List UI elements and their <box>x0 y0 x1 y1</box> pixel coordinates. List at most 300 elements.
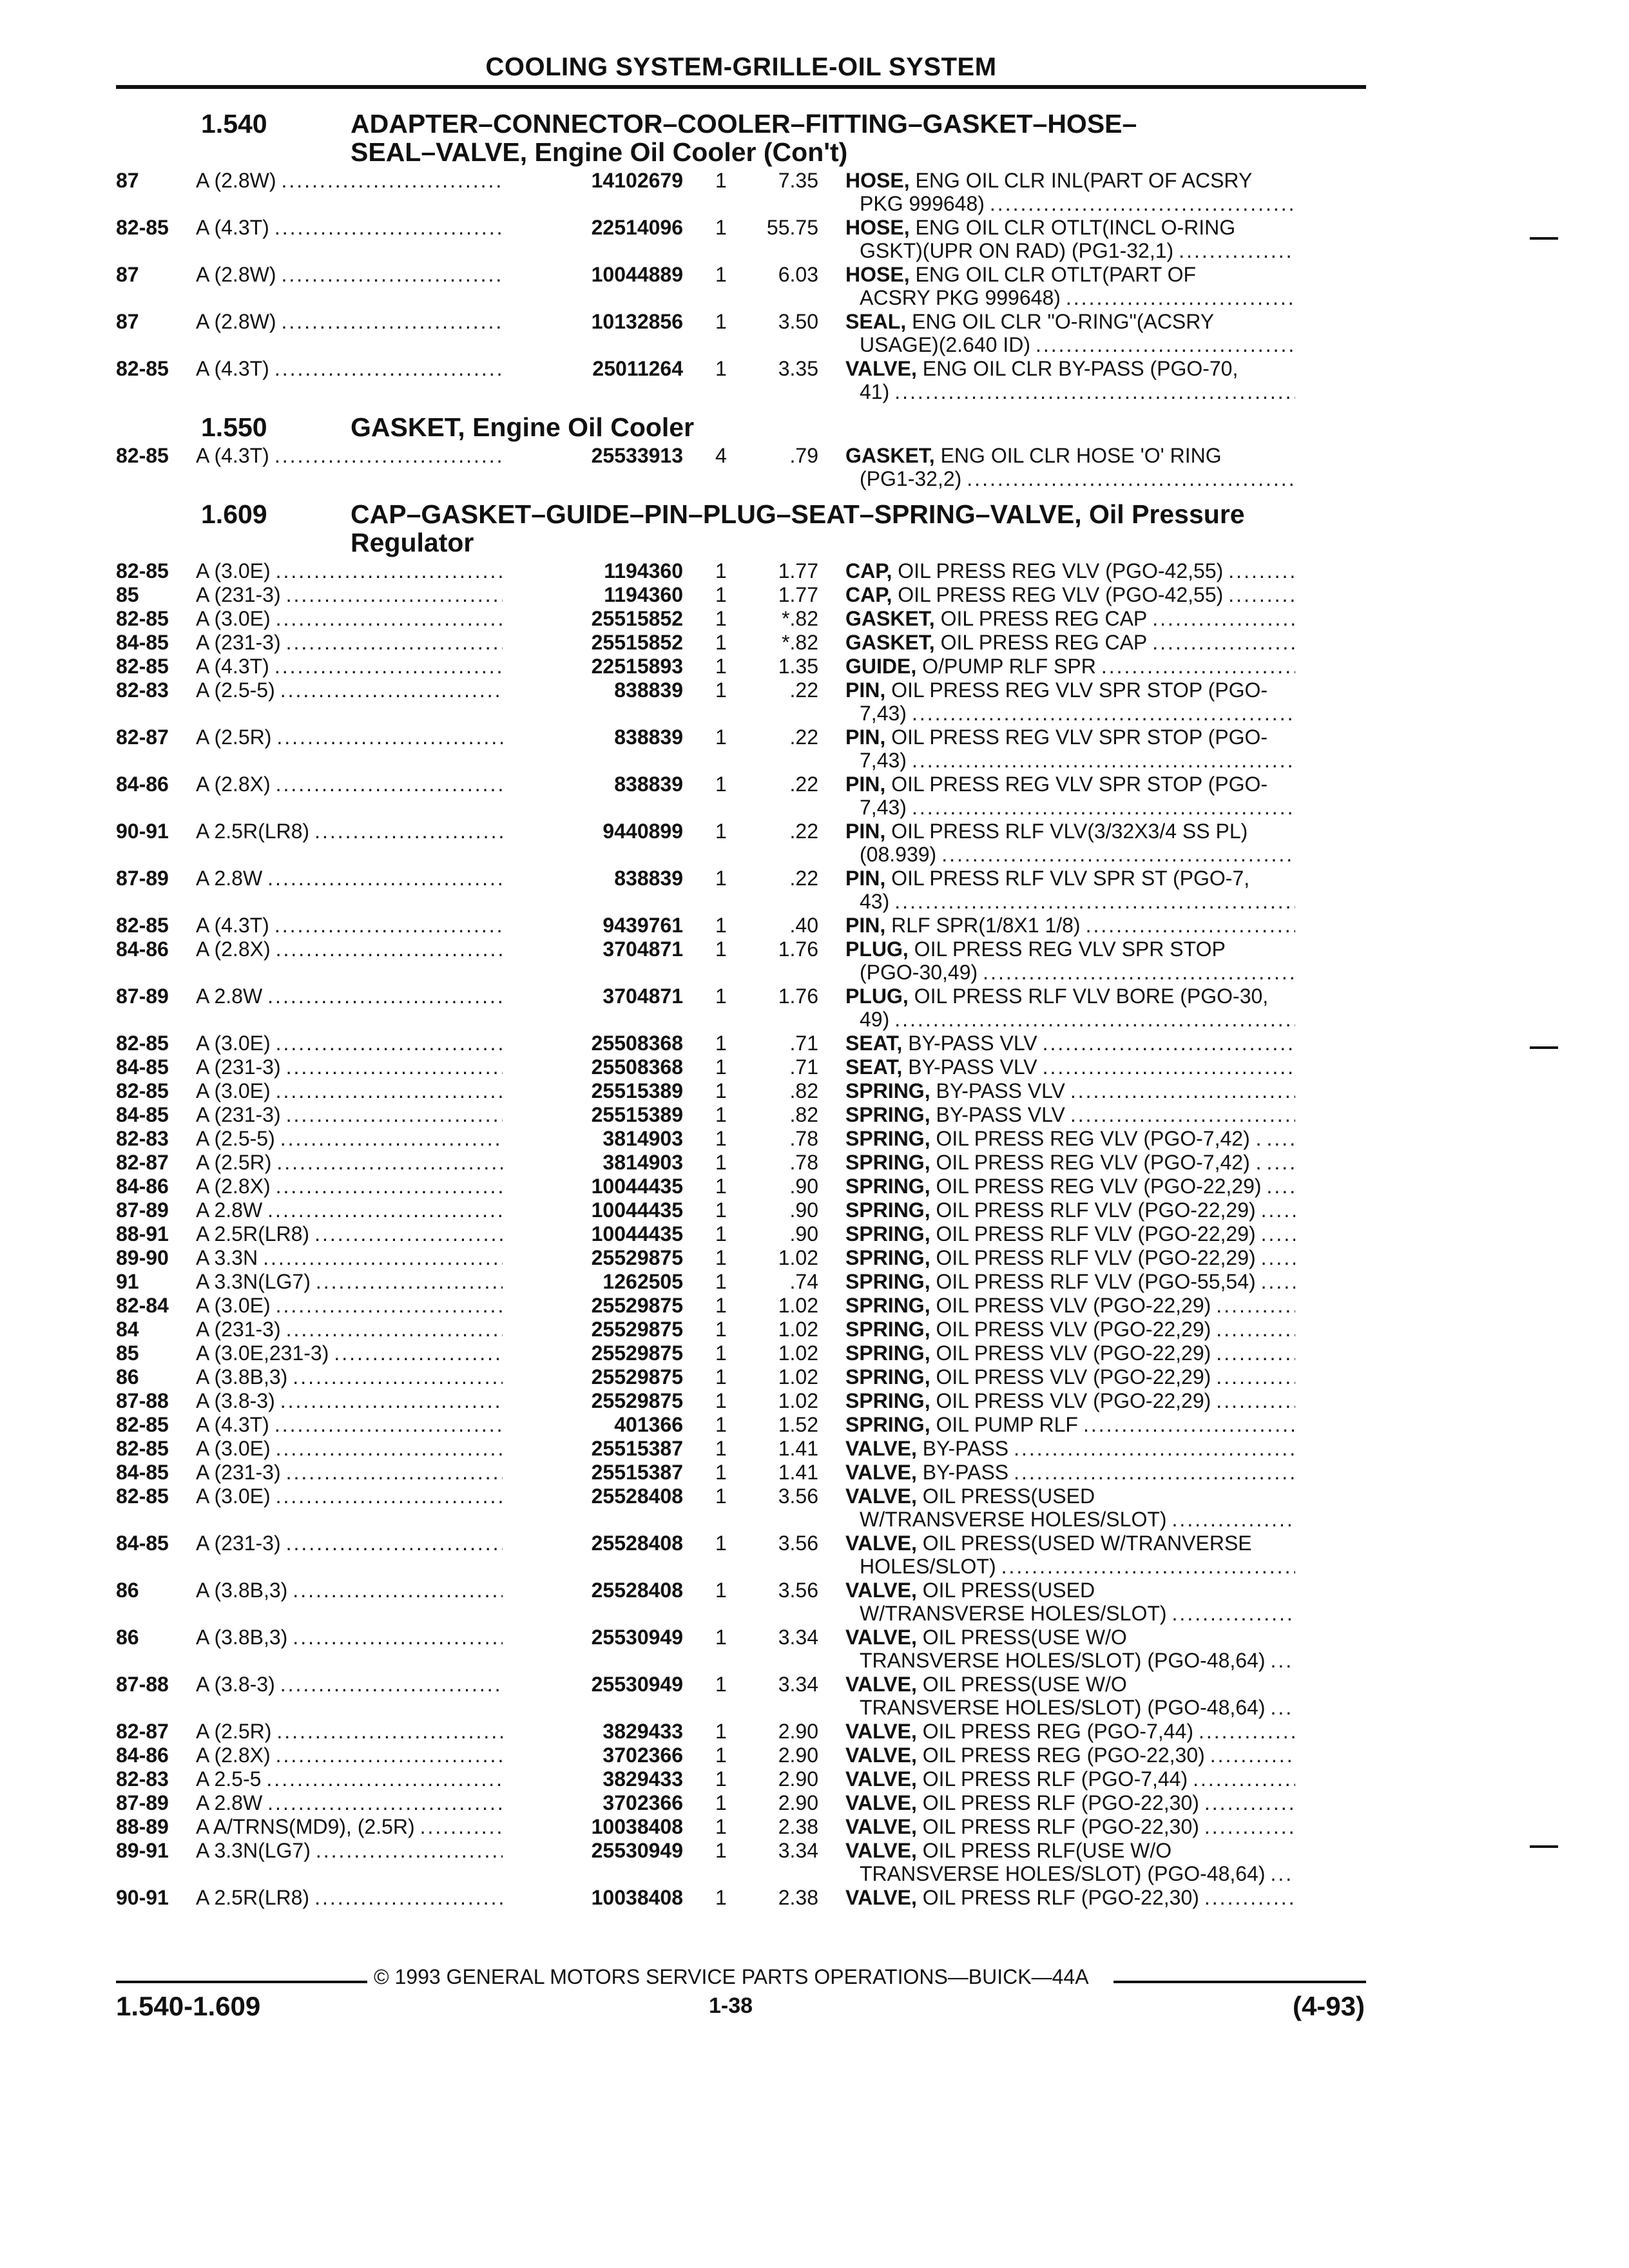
part-row <box>116 310 1366 357</box>
price: 6.03 <box>778 263 818 286</box>
quantity: 1 <box>715 1815 727 1838</box>
part-row <box>116 1461 1366 1485</box>
price: 1.41 <box>778 1437 818 1460</box>
quantity: 1 <box>715 631 727 654</box>
part-number: 25515852 <box>591 607 683 630</box>
price: 1.41 <box>778 1461 818 1484</box>
dot-leader <box>266 1767 503 1791</box>
model-years: 87-88 <box>116 1389 169 1412</box>
application-cell <box>196 1294 503 1317</box>
application-cell <box>196 1127 503 1150</box>
part-row <box>116 1437 1366 1461</box>
quantity: 1 <box>715 1886 727 1909</box>
quantity: 1 <box>715 1485 727 1508</box>
description-text: 43) <box>860 890 890 913</box>
part-number: 838839 <box>614 678 683 702</box>
description-text: VALVE, OIL PRESS RLF (PGO-7,44) <box>845 1767 1188 1791</box>
price: 3.35 <box>778 357 818 380</box>
section-title <box>351 110 1366 166</box>
description-text: PIN, OIL PRESS RLF VLV SPR ST (PGO-7, <box>845 867 1250 890</box>
description <box>818 1222 1295 1245</box>
application-code: A (3.8-3) <box>196 1389 275 1412</box>
description <box>818 583 1295 606</box>
quantity: 1 <box>715 726 727 749</box>
dot-leader <box>286 1318 503 1341</box>
application-cell <box>196 607 503 630</box>
description-line <box>845 467 1295 490</box>
description-line <box>845 1365 1295 1389</box>
description-line <box>845 1744 1295 1767</box>
part-number: 3702366 <box>602 1744 683 1767</box>
description-keyword: HOSE, <box>845 216 910 239</box>
application-cell <box>196 1151 503 1174</box>
price: .90 <box>789 1175 818 1198</box>
application-code: A 3.3N(LG7) <box>196 1839 311 1862</box>
application-cell <box>196 1413 503 1436</box>
quantity: 1 <box>715 1720 727 1743</box>
part-number: 10038408 <box>591 1815 683 1838</box>
price: 3.34 <box>778 1626 818 1649</box>
description <box>818 1767 1295 1791</box>
description-text: PIN, OIL PRESS RLF VLV(3/32X3/4 SS PL) <box>845 820 1248 843</box>
application-code: A (231-3) <box>196 1103 281 1126</box>
description-line <box>845 631 1295 654</box>
model-years: 84-85 <box>116 1532 169 1555</box>
price: .22 <box>789 726 818 749</box>
application-code: A (2.8X) <box>196 1744 271 1767</box>
part-row <box>116 773 1366 820</box>
price: 1.02 <box>778 1341 818 1365</box>
description-line <box>845 1294 1295 1317</box>
description-text: PIN, OIL PRESS REG VLV SPR STOP (PGO- <box>845 773 1268 796</box>
price: .22 <box>789 820 818 843</box>
price: .40 <box>789 914 818 937</box>
page-header-title: COOLING SYSTEM-GRILLE-OIL SYSTEM <box>485 53 997 81</box>
part-row <box>116 1341 1366 1365</box>
dot-leader <box>1066 286 1295 309</box>
application-cell <box>196 1175 503 1198</box>
dot-leader <box>1204 1815 1295 1838</box>
application-code: A (3.0E) <box>196 1032 271 1055</box>
dot-leader <box>1152 631 1295 654</box>
dot-leader <box>894 890 1295 913</box>
description-text: GSKT)(UPR ON RAD) (PG1-32,1) <box>860 239 1174 262</box>
description-keyword: VALVE, <box>845 1673 917 1696</box>
part-row <box>116 1294 1366 1318</box>
description-text: GUIDE, O/PUMP RLF SPR <box>845 655 1096 678</box>
dot-leader <box>1216 1318 1295 1341</box>
description-text: CAP, OIL PRESS REG VLV (PGO-42,55) <box>845 559 1224 582</box>
dot-leader <box>1199 1720 1295 1743</box>
description-text: SPRING, OIL PRESS RLF VLV (PGO-22,29) <box>845 1198 1256 1222</box>
price: 1.52 <box>778 1413 818 1436</box>
description-line <box>845 937 1295 961</box>
part-row <box>116 216 1366 263</box>
application-cell <box>196 1032 503 1055</box>
dot-leader <box>276 1744 503 1767</box>
dot-leader <box>275 357 503 380</box>
price: .78 <box>789 1127 818 1150</box>
application-cell <box>196 1079 503 1102</box>
description-keyword: CAP, <box>845 559 892 582</box>
price: .90 <box>789 1222 818 1245</box>
application-cell <box>196 1055 503 1079</box>
dot-leader <box>275 1413 503 1436</box>
dot-leader <box>276 1720 503 1743</box>
description-text: SPRING, OIL PUMP RLF <box>845 1413 1078 1436</box>
description-text: SEAT, BY-PASS VLV <box>845 1032 1037 1055</box>
part-row <box>116 1791 1366 1815</box>
price: .78 <box>789 1151 818 1174</box>
application-cell <box>196 1461 503 1484</box>
price: 2.38 <box>778 1815 818 1838</box>
application-cell <box>196 1222 503 1245</box>
description-text: TRANSVERSE HOLES/SLOT) (PGO-48,64) <box>860 1649 1266 1672</box>
description <box>818 357 1295 403</box>
price: .74 <box>789 1270 818 1293</box>
footer-copyright: © 1993 GENERAL MOTORS SERVICE PARTS OPERATIONS—BUICK—44A <box>374 1965 1089 1988</box>
dot-leader <box>286 1532 503 1555</box>
quantity: 4 <box>715 444 727 467</box>
application-code: A (2.5-5) <box>196 678 275 702</box>
quantity: 1 <box>715 1318 727 1341</box>
description-line <box>845 1886 1295 1909</box>
model-years: 82-85 <box>116 216 169 239</box>
dot-leader <box>276 937 503 961</box>
description <box>818 1294 1295 1317</box>
description-keyword: GASKET, <box>845 607 935 630</box>
part-row <box>116 1485 1366 1532</box>
quantity: 1 <box>715 1294 727 1317</box>
quantity: 1 <box>715 1365 727 1389</box>
description-text: SPRING, OIL PRESS RLF VLV (PGO-55,54) <box>845 1270 1256 1293</box>
dot-leader <box>1086 914 1295 937</box>
part-row <box>116 263 1366 310</box>
section-header <box>116 413 1366 441</box>
dot-leader <box>1261 1246 1295 1269</box>
quantity: 1 <box>715 559 727 582</box>
description-line <box>845 1532 1295 1555</box>
part-row <box>116 726 1366 773</box>
description-line <box>845 444 1295 467</box>
model-years: 82-85 <box>116 1079 169 1102</box>
dot-leader <box>275 216 503 239</box>
dot-leader <box>267 1198 503 1222</box>
price: 1.02 <box>778 1318 818 1341</box>
dot-leader <box>316 1839 503 1862</box>
part-row <box>116 1198 1366 1222</box>
dot-leader <box>1193 1767 1295 1791</box>
price: 2.90 <box>778 1720 818 1743</box>
price: 3.56 <box>778 1485 818 1508</box>
description-line <box>845 169 1295 192</box>
part-number: 838839 <box>614 726 683 749</box>
application-code: A (231-3) <box>196 1055 281 1079</box>
description-text: (08.939) <box>860 843 937 866</box>
description-line <box>845 726 1295 749</box>
description-text: 7,43) <box>860 702 907 725</box>
part-row <box>116 1127 1366 1151</box>
part-number: 3814903 <box>602 1127 683 1150</box>
description-keyword: SEAT, <box>845 1055 903 1079</box>
part-number: 25529875 <box>591 1318 683 1341</box>
part-row <box>116 678 1366 726</box>
description-text: SPRING, OIL PRESS RLF VLV (PGO-22,29) <box>845 1222 1256 1245</box>
dot-leader <box>1267 1151 1295 1174</box>
description-line <box>845 1008 1295 1031</box>
part-row <box>116 1720 1366 1744</box>
section-title-line: ADAPTER–CONNECTOR–COOLER–FITTING–GASKET–HOSE– <box>351 109 1137 139</box>
description-text: HOLES/SLOT) <box>860 1555 996 1578</box>
description-keyword: VALVE, <box>845 1532 917 1555</box>
application-cell <box>196 937 503 961</box>
model-years: 90-91 <box>116 1886 169 1909</box>
description-text: VALVE, ENG OIL CLR BY-PASS (PGO-70, <box>845 357 1239 380</box>
description-line <box>845 1270 1295 1293</box>
description-line <box>845 796 1295 819</box>
dot-leader <box>280 1127 503 1150</box>
description-text: PKG 999648) <box>860 192 985 215</box>
dot-leader <box>276 1151 503 1174</box>
application-cell <box>196 169 503 192</box>
part-number: 3704871 <box>602 985 683 1008</box>
model-years: 87-89 <box>116 867 169 890</box>
model-years: 86 <box>116 1626 139 1649</box>
application-code: A 2.8W <box>196 1791 263 1814</box>
application-cell <box>196 914 503 937</box>
model-years: 82-85 <box>116 607 169 630</box>
application-code: A (4.3T) <box>196 216 269 239</box>
quantity: 1 <box>715 1222 727 1245</box>
model-years: 84-86 <box>116 1175 169 1198</box>
application-code: A (231-3) <box>196 631 281 654</box>
description <box>818 773 1295 819</box>
description-line <box>845 773 1295 796</box>
description-text: PIN, RLF SPR(1/8X1 1/8) <box>845 914 1081 937</box>
description-line <box>845 678 1295 702</box>
part-row <box>116 1032 1366 1055</box>
part-number: 25530949 <box>591 1673 683 1696</box>
description-text: SPRING, OIL PRESS VLV (PGO-22,29) <box>845 1365 1211 1389</box>
application-code: A (4.3T) <box>196 444 269 467</box>
model-years: 82-85 <box>116 1413 169 1436</box>
description <box>818 1270 1295 1293</box>
quantity: 1 <box>715 1032 727 1055</box>
description-keyword: SPRING, <box>845 1413 930 1436</box>
dot-leader <box>1070 1079 1295 1102</box>
description-keyword: SPRING, <box>845 1198 930 1222</box>
part-number: 9439761 <box>602 914 683 937</box>
application-cell <box>196 1318 503 1341</box>
dot-leader <box>286 1055 503 1079</box>
part-number: 25529875 <box>591 1294 683 1317</box>
description <box>818 1461 1295 1484</box>
description-keyword: SPRING, <box>845 1270 930 1293</box>
application-cell <box>196 867 503 890</box>
description-line <box>845 1461 1295 1484</box>
application-code: A 2.8W <box>196 1198 263 1222</box>
application-cell <box>196 820 503 843</box>
part-number: 25529875 <box>591 1246 683 1269</box>
description-text: VALVE, BY-PASS <box>845 1461 1009 1484</box>
description-keyword: VALVE, <box>845 1791 917 1814</box>
margin-mark <box>1530 1845 1558 1848</box>
description-line <box>845 1389 1295 1412</box>
description <box>818 1365 1295 1389</box>
price: .82 <box>789 1079 818 1102</box>
part-row <box>116 444 1366 491</box>
description <box>818 678 1295 725</box>
application-code: A 2.5-5 <box>196 1767 262 1791</box>
part-row <box>116 655 1366 678</box>
description-text: W/TRANSVERSE HOLES/SLOT) <box>860 1508 1167 1531</box>
dot-leader <box>1228 559 1295 582</box>
dot-leader <box>281 169 503 192</box>
description-line <box>845 1175 1295 1198</box>
description <box>818 1341 1295 1365</box>
application-code: A (2.5-5) <box>196 1127 275 1150</box>
part-row <box>116 1079 1366 1103</box>
dot-leader <box>1261 1198 1295 1222</box>
part-row <box>116 820 1366 867</box>
margin-mark <box>1530 1046 1558 1049</box>
section-number: 1.609 <box>201 499 267 529</box>
description <box>818 1886 1295 1909</box>
application-code: A (4.3T) <box>196 655 269 678</box>
quantity: 1 <box>715 867 727 890</box>
part-row <box>116 914 1366 937</box>
dot-leader <box>334 1341 503 1365</box>
dot-leader <box>293 1626 503 1649</box>
quantity: 1 <box>715 1198 727 1222</box>
model-years: 87 <box>116 310 139 333</box>
description-text: (PG1-32,2) <box>860 467 962 490</box>
model-years: 85 <box>116 1341 139 1365</box>
dot-leader <box>1216 1365 1295 1389</box>
description-text: SEAT, BY-PASS VLV <box>845 1055 1037 1079</box>
dot-leader <box>1101 655 1295 678</box>
dot-leader <box>941 843 1295 866</box>
dot-leader <box>1216 1389 1295 1412</box>
dot-leader <box>276 1437 503 1460</box>
application-cell <box>196 1389 503 1412</box>
price: 1.02 <box>778 1365 818 1389</box>
description <box>818 310 1295 356</box>
description-line <box>845 263 1295 286</box>
quantity: 1 <box>715 583 727 606</box>
description <box>818 263 1295 309</box>
part-row <box>116 1673 1366 1720</box>
application-code: A (3.0E,231-3) <box>196 1341 329 1365</box>
section-title-line: Regulator <box>351 528 474 557</box>
header-rule <box>116 85 1366 89</box>
model-years: 84 <box>116 1318 139 1341</box>
description-text: VALVE, OIL PRESS REG (PGO-7,44) <box>845 1720 1193 1743</box>
application-cell <box>196 1103 503 1126</box>
part-row <box>116 169 1366 216</box>
model-years: 82-85 <box>116 914 169 937</box>
description-keyword: PIN, <box>845 867 886 890</box>
application-code: A (3.0E) <box>196 1079 271 1102</box>
quantity: 1 <box>715 310 727 333</box>
description-keyword: VALVE, <box>845 1744 917 1767</box>
description <box>818 1079 1295 1102</box>
description <box>818 1839 1295 1885</box>
model-years: 82-83 <box>116 1767 169 1791</box>
price: 3.34 <box>778 1839 818 1862</box>
part-number: 3702366 <box>602 1791 683 1814</box>
description-line <box>845 1318 1295 1341</box>
description-line <box>845 1579 1295 1602</box>
model-years: 82-87 <box>116 1720 169 1743</box>
description-text: TRANSVERSE HOLES/SLOT) (PGO-48,64) <box>860 1862 1266 1885</box>
description-line <box>845 1413 1295 1436</box>
model-years: 82-85 <box>116 655 169 678</box>
dot-leader <box>276 726 503 749</box>
application-code: A (231-3) <box>196 1532 281 1555</box>
description-line <box>845 1602 1295 1625</box>
application-code: A (3.8B,3) <box>196 1579 288 1602</box>
description-text: SEAL, ENG OIL CLR "O-RING"(ACSRY <box>845 310 1215 333</box>
description <box>818 1413 1295 1436</box>
dot-leader <box>1043 1032 1295 1055</box>
description <box>818 1318 1295 1341</box>
application-cell <box>196 1886 503 1909</box>
model-years: 82-87 <box>116 726 169 749</box>
description <box>818 631 1295 654</box>
dot-leader <box>1172 1602 1295 1625</box>
description-keyword: SPRING, <box>845 1151 930 1174</box>
application-cell <box>196 1673 503 1696</box>
quantity: 1 <box>715 1079 727 1102</box>
dot-leader <box>912 749 1295 772</box>
application-code: A (4.3T) <box>196 1413 269 1436</box>
description-line <box>845 749 1295 772</box>
section-header <box>116 110 1366 166</box>
application-code: A 3.3N(LG7) <box>196 1270 311 1293</box>
dot-leader <box>1204 1791 1295 1814</box>
dot-leader <box>276 1175 503 1198</box>
application-cell <box>196 1341 503 1365</box>
application-cell <box>196 216 503 239</box>
dot-leader <box>1204 1886 1295 1909</box>
description-text: PLUG, OIL PRESS RLF VLV BORE (PGO-30, <box>845 985 1269 1008</box>
dot-leader <box>276 1294 503 1317</box>
description-keyword: PLUG, <box>845 985 909 1008</box>
price: 3.56 <box>778 1579 818 1602</box>
description-line <box>845 1815 1295 1838</box>
dot-leader <box>1083 1413 1295 1436</box>
application-cell <box>196 1815 503 1838</box>
description-keyword: VALVE, <box>845 1815 917 1838</box>
description-keyword: VALVE, <box>845 1626 917 1649</box>
description-line <box>845 1767 1295 1791</box>
description-keyword: CAP, <box>845 583 892 606</box>
description-keyword: VALVE, <box>845 1461 917 1484</box>
dot-leader <box>1152 607 1295 630</box>
model-years: 85 <box>116 583 139 606</box>
application-cell <box>196 1839 503 1862</box>
description-keyword: PLUG, <box>845 937 909 961</box>
description-text: GASKET, OIL PRESS REG CAP <box>845 631 1148 654</box>
price: .22 <box>789 678 818 702</box>
price: 2.38 <box>778 1886 818 1909</box>
price: *.82 <box>782 631 818 654</box>
description-keyword: HOSE, <box>845 263 910 286</box>
model-years: 88-91 <box>116 1222 169 1245</box>
application-code: A (3.8B,3) <box>196 1365 288 1389</box>
quantity: 1 <box>715 1341 727 1365</box>
